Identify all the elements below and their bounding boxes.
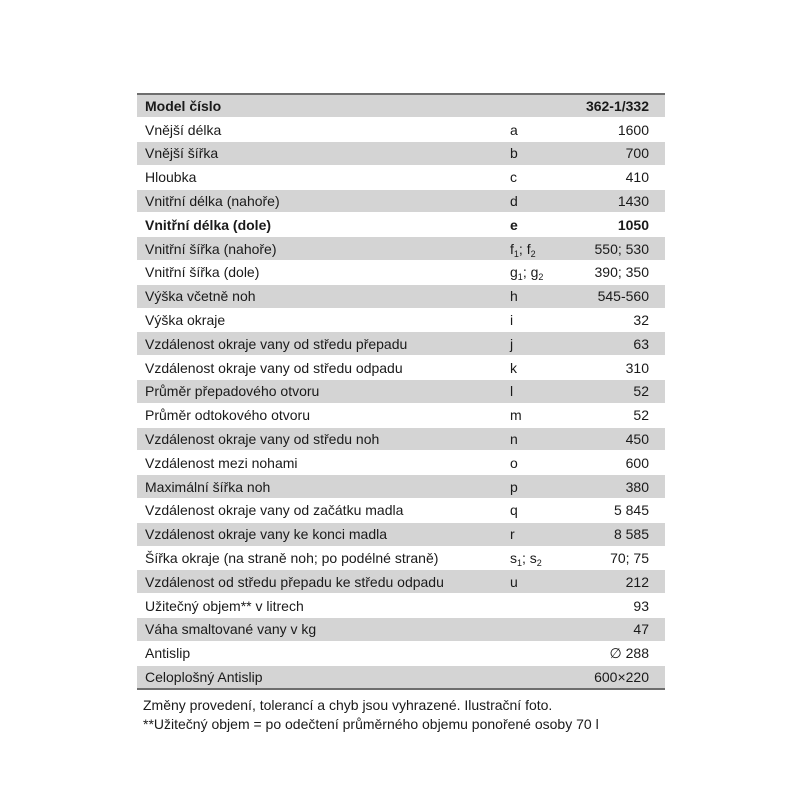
row-value: 47 — [561, 618, 665, 642]
symbol-subscript: 2 — [536, 558, 542, 569]
table-row — [137, 284, 665, 308]
row-label: Váha smaltované vany v kg — [137, 618, 507, 642]
row-value: 8 585 — [561, 522, 665, 546]
table-row — [137, 237, 665, 261]
table-row — [137, 356, 665, 380]
symbol-base: f — [526, 240, 531, 257]
row-symbol: p — [507, 475, 561, 499]
row-label: Maximální šířka noh — [137, 475, 507, 499]
table-row — [137, 451, 665, 475]
row-label: Vnitřní šířka (dole) — [137, 261, 507, 285]
table-row — [137, 165, 665, 189]
row-symbol — [507, 594, 561, 618]
row-value: 1430 — [561, 189, 665, 213]
symbol-base: f — [510, 240, 514, 257]
row-value: 600 — [561, 451, 665, 475]
table-row — [137, 665, 665, 689]
row-value: 545-560 — [561, 284, 665, 308]
row-label: Vnitřní délka (dole) — [137, 213, 507, 237]
symbol-base: g — [530, 264, 539, 281]
table-row — [137, 142, 665, 166]
row-label: Vzdálenost od středu přepadu ke středu odpadu — [137, 570, 507, 594]
row-value: 52 — [561, 380, 665, 404]
row-value: 93 — [561, 594, 665, 618]
row-value: 32 — [561, 308, 665, 332]
table-row — [137, 213, 665, 237]
symbol-subscript: 1 — [517, 558, 523, 569]
row-label: Výška okraje — [137, 308, 507, 332]
row-value: 450 — [561, 427, 665, 451]
row-symbol — [507, 665, 561, 689]
row-symbol — [507, 641, 561, 665]
table-row — [137, 308, 665, 332]
row-value: 310 — [561, 356, 665, 380]
row-value: 700 — [561, 142, 665, 166]
header-label: Model číslo — [137, 94, 507, 118]
specification-table-body — [137, 94, 665, 689]
row-symbol: u — [507, 570, 561, 594]
row-label: Antislip — [137, 641, 507, 665]
row-label: Vzdálenost okraje vany od středu odpadu — [137, 356, 507, 380]
row-symbol: k — [507, 356, 561, 380]
row-label: Průměr odtokového otvoru — [137, 403, 507, 427]
table-row — [137, 403, 665, 427]
row-value: ∅ 288 — [561, 641, 665, 665]
row-value: 52 — [561, 403, 665, 427]
row-label: Výška včetně noh — [137, 284, 507, 308]
row-symbol: q — [507, 499, 561, 523]
symbol-subscript: 1 — [517, 272, 523, 283]
symbol-base: s — [529, 550, 537, 567]
table-row — [137, 546, 665, 570]
row-symbol: n — [507, 427, 561, 451]
row-value: 1050 — [561, 213, 665, 237]
row-symbol: h — [507, 284, 561, 308]
table-row — [137, 189, 665, 213]
row-label: Vzdálenost okraje vany ke konci madla — [137, 522, 507, 546]
table-row — [137, 332, 665, 356]
footnotes — [143, 696, 599, 734]
row-label: Vnitřní šířka (nahoře) — [137, 237, 507, 261]
table-row — [137, 618, 665, 642]
header-symbol — [507, 94, 561, 118]
row-label: Vnější délka — [137, 118, 507, 142]
row-symbol: o — [507, 451, 561, 475]
row-symbol: $g_1$; $g_2$ — [507, 261, 561, 285]
row-symbol: r — [507, 522, 561, 546]
row-label: Šířka okraje (na straně noh; po podélné straně) — [137, 546, 507, 570]
row-value: 380 — [561, 475, 665, 499]
symbol-base: g — [510, 264, 518, 281]
row-symbol: d — [507, 189, 561, 213]
row-symbol: $s_1$; $s_2$ — [507, 546, 561, 570]
row-value: 70; 75 — [561, 546, 665, 570]
symbol-subscript: 2 — [530, 248, 536, 259]
row-value: 600×220 — [561, 665, 665, 689]
row-label: Vnitřní délka (nahoře) — [137, 189, 507, 213]
row-value: 5 845 — [561, 499, 665, 523]
footnote-usable-volume: **Užitečný objem = po odečtení průměrného objemu ponořené osoby 70 l — [143, 716, 599, 732]
row-symbol: i — [507, 308, 561, 332]
row-value: 390; 350 — [561, 261, 665, 285]
row-value: 63 — [561, 332, 665, 356]
specification-table — [137, 93, 665, 690]
symbol-base: s — [510, 550, 517, 567]
table-row — [137, 261, 665, 285]
table-row — [137, 522, 665, 546]
table-row — [137, 118, 665, 142]
row-value: 212 — [561, 570, 665, 594]
symbol-subscript: 1 — [513, 248, 519, 259]
table-row — [137, 475, 665, 499]
table-row — [137, 499, 665, 523]
row-label: Průměr přepadového otvoru — [137, 380, 507, 404]
table-row — [137, 641, 665, 665]
table-row — [137, 570, 665, 594]
row-value: 550; 530 — [561, 237, 665, 261]
row-label: Vzdálenost okraje vany od středu noh — [137, 427, 507, 451]
table-row — [137, 594, 665, 618]
table-row — [137, 427, 665, 451]
row-label: Hloubka — [137, 165, 507, 189]
row-label: Celoplošný Antislip — [137, 665, 507, 689]
symbol-subscript: 2 — [538, 272, 544, 283]
row-symbol — [507, 618, 561, 642]
row-symbol: j — [507, 332, 561, 356]
row-label: Užitečný objem** v litrech — [137, 594, 507, 618]
table-header-row — [137, 94, 665, 118]
row-symbol: a — [507, 118, 561, 142]
row-label: Vzdálenost mezi nohami — [137, 451, 507, 475]
row-symbol: m — [507, 403, 561, 427]
row-symbol: $f_1$; $f_2$ — [507, 237, 561, 261]
row-symbol: e — [507, 213, 561, 237]
row-symbol: b — [507, 142, 561, 166]
row-value: 410 — [561, 165, 665, 189]
header-model-number: 362-1/332 — [561, 94, 665, 118]
footnote-disclaimer: Změny provedení, tolerancí a chyb jsou vyhrazené. Ilustrační foto. — [143, 697, 553, 713]
table-row — [137, 380, 665, 404]
row-value: 1600 — [561, 118, 665, 142]
row-symbol: c — [507, 165, 561, 189]
row-label: Vnější šířka — [137, 142, 507, 166]
row-symbol: l — [507, 380, 561, 404]
row-label: Vzdálenost okraje vany od středu přepadu — [137, 332, 507, 356]
row-label: Vzdálenost okraje vany od začátku madla — [137, 499, 507, 523]
